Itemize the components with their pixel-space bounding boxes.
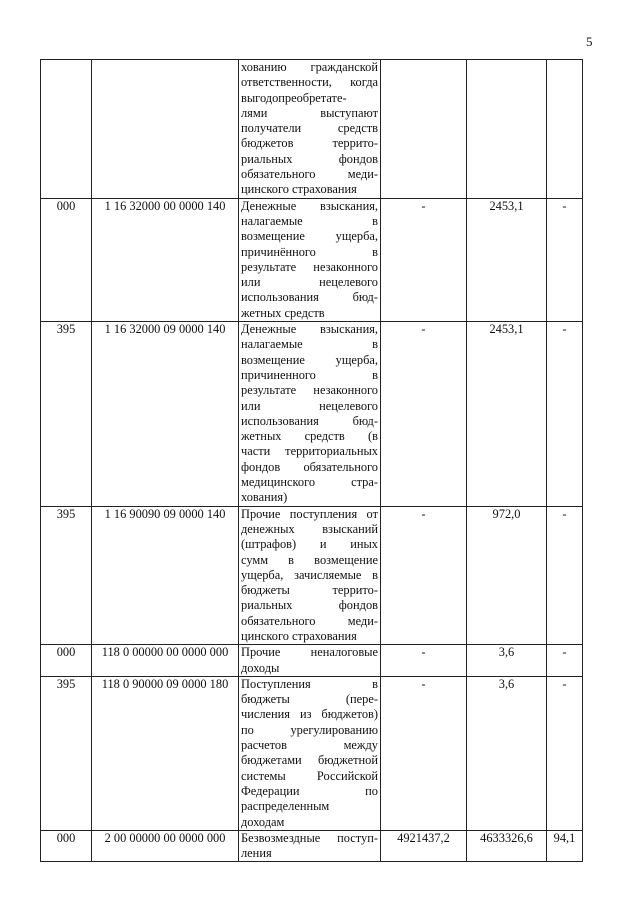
admin-code-cell: 395 <box>41 322 92 507</box>
revenue-name-line: Федерации по <box>241 783 378 798</box>
revenue-name-cell <box>239 322 381 507</box>
admin-code-cell: 000 <box>41 830 92 862</box>
budget-classification-code-cell: 1 16 90090 09 0000 140 <box>92 506 239 645</box>
revenue-name-line: результате незаконного <box>241 383 378 398</box>
fact-amount-cell: 2453,1 <box>467 198 547 321</box>
revenue-name-line: обязательного меди- <box>241 613 378 628</box>
revenue-name-line: Безвозмездные поступ- <box>241 830 378 845</box>
revenue-name-line: сумм в возмещение <box>241 552 378 567</box>
revenue-name-line: ущерба, зачисляемые в <box>241 567 378 582</box>
revenue-name-line: (штрафов) и иных <box>241 537 378 552</box>
revenue-name-line: причиненного в <box>241 367 378 382</box>
revenue-name-line: доходы <box>241 660 280 675</box>
revenue-name-cell <box>239 830 381 862</box>
revenue-name-line: фондов обязательного <box>241 459 378 474</box>
revenue-name-line: системы Российской <box>241 768 378 783</box>
revenue-name-line: ответственности, когда <box>241 75 378 90</box>
admin-code-cell: 000 <box>41 645 92 677</box>
revenue-name-line: доходам <box>241 814 285 829</box>
revenue-name-line: лями выступают <box>241 105 378 120</box>
percent-cell: - <box>547 506 583 645</box>
revenue-name-line: ления <box>241 846 272 861</box>
revenue-name-line: жетных средств <box>241 305 325 320</box>
table-row <box>41 198 583 321</box>
revenue-name-line: числения из бюджетов) <box>241 707 378 722</box>
percent-cell <box>547 60 583 199</box>
budget-classification-code-cell: 1 16 32000 00 0000 140 <box>92 198 239 321</box>
plan-amount-cell: - <box>381 676 467 830</box>
admin-code-cell: 395 <box>41 506 92 645</box>
fact-amount-cell: 972,0 <box>467 506 547 645</box>
revenue-name-line: бюджетов террито- <box>241 136 378 151</box>
revenue-name-line: или нецелевого <box>241 275 378 290</box>
revenue-name-line: Прочие поступления от <box>241 506 378 521</box>
percent-cell: 94,1 <box>547 830 583 862</box>
table-row <box>41 645 583 677</box>
revenue-name-line: обязательного меди- <box>241 167 378 182</box>
percent-cell: - <box>547 676 583 830</box>
revenue-name-line: жетных средств (в <box>241 429 378 444</box>
revenue-name-line: цинского страхования <box>241 628 357 643</box>
revenue-name-line: использования бюд- <box>241 290 378 305</box>
revenue-name-line: результате незаконного <box>241 259 378 274</box>
revenue-name-cell <box>239 506 381 645</box>
admin-code-cell <box>41 60 92 199</box>
admin-code-cell: 395 <box>41 676 92 830</box>
revenue-name-line: Денежные взыскания, <box>241 322 378 337</box>
revenue-name-cell <box>239 198 381 321</box>
revenue-name-line: бюджеты (пере- <box>241 692 378 707</box>
percent-cell: - <box>547 322 583 507</box>
revenue-name-line: хования) <box>241 490 288 505</box>
revenue-name-line: хованию гражданской <box>241 60 378 74</box>
page-number: 5 <box>586 34 593 49</box>
table-row <box>41 506 583 645</box>
budget-classification-code-cell: 2 00 00000 00 0000 000 <box>92 830 239 862</box>
table-row <box>41 322 583 507</box>
revenue-name-line: бюджетами бюджетной <box>241 753 378 768</box>
revenue-name-line: причинённого в <box>241 244 378 259</box>
revenue-name-line: цинского страхования <box>241 182 357 197</box>
plan-amount-cell: - <box>381 198 467 321</box>
budget-classification-code-cell: 118 0 00000 00 0000 000 <box>92 645 239 677</box>
fact-amount-cell: 3,6 <box>467 676 547 830</box>
budget-revenue-table <box>40 59 583 862</box>
plan-amount-cell: 4921437,2 <box>381 830 467 862</box>
revenue-name-line: бюджеты террито- <box>241 583 378 598</box>
revenue-name-line: риальных фондов <box>241 598 378 613</box>
revenue-name-line: или нецелевого <box>241 398 378 413</box>
budget-classification-code-cell <box>92 60 239 199</box>
revenue-name-line: риальных фондов <box>241 151 378 166</box>
table-row <box>41 830 583 862</box>
budget-classification-code-cell: 1 16 32000 09 0000 140 <box>92 322 239 507</box>
revenue-name-line: расчетов между <box>241 738 378 753</box>
fact-amount-cell: 2453,1 <box>467 322 547 507</box>
plan-amount-cell: - <box>381 322 467 507</box>
revenue-name-line: налагаемые в <box>241 213 378 228</box>
table-body <box>41 60 583 862</box>
table-row <box>41 60 583 199</box>
revenue-name-line: Денежные взыскания, <box>241 198 378 213</box>
admin-code-cell: 000 <box>41 198 92 321</box>
budget-classification-code-cell: 118 0 90000 09 0000 180 <box>92 676 239 830</box>
revenue-name-line: распределенным <box>241 799 330 814</box>
table-row <box>41 676 583 830</box>
revenue-name-line: Прочие неналоговые <box>241 645 378 660</box>
fact-amount-cell: 4633326,6 <box>467 830 547 862</box>
revenue-name-line: Поступления в <box>241 676 378 691</box>
revenue-name-line: возмещение ущерба, <box>241 229 378 244</box>
fact-amount-cell: 3,6 <box>467 645 547 677</box>
revenue-name-line: по урегулированию <box>241 722 378 737</box>
revenue-name-line: получатели средств <box>241 121 378 136</box>
revenue-name-line: части территориальных <box>241 444 378 459</box>
revenue-name-line: выгодопреобретате- <box>241 90 347 105</box>
revenue-name-line: возмещение ущерба, <box>241 352 378 367</box>
plan-amount-cell: - <box>381 645 467 677</box>
fact-amount-cell <box>467 60 547 199</box>
revenue-name-line: медицинского стра- <box>241 475 378 490</box>
revenue-name-cell <box>239 645 381 677</box>
plan-amount-cell: - <box>381 506 467 645</box>
percent-cell: - <box>547 645 583 677</box>
plan-amount-cell <box>381 60 467 199</box>
revenue-name-cell <box>239 60 381 199</box>
revenue-name-line: использования бюд- <box>241 413 378 428</box>
percent-cell: - <box>547 198 583 321</box>
revenue-name-line: денежных взысканий <box>241 521 378 536</box>
revenue-name-line: налагаемые в <box>241 337 378 352</box>
revenue-name-cell <box>239 676 381 830</box>
